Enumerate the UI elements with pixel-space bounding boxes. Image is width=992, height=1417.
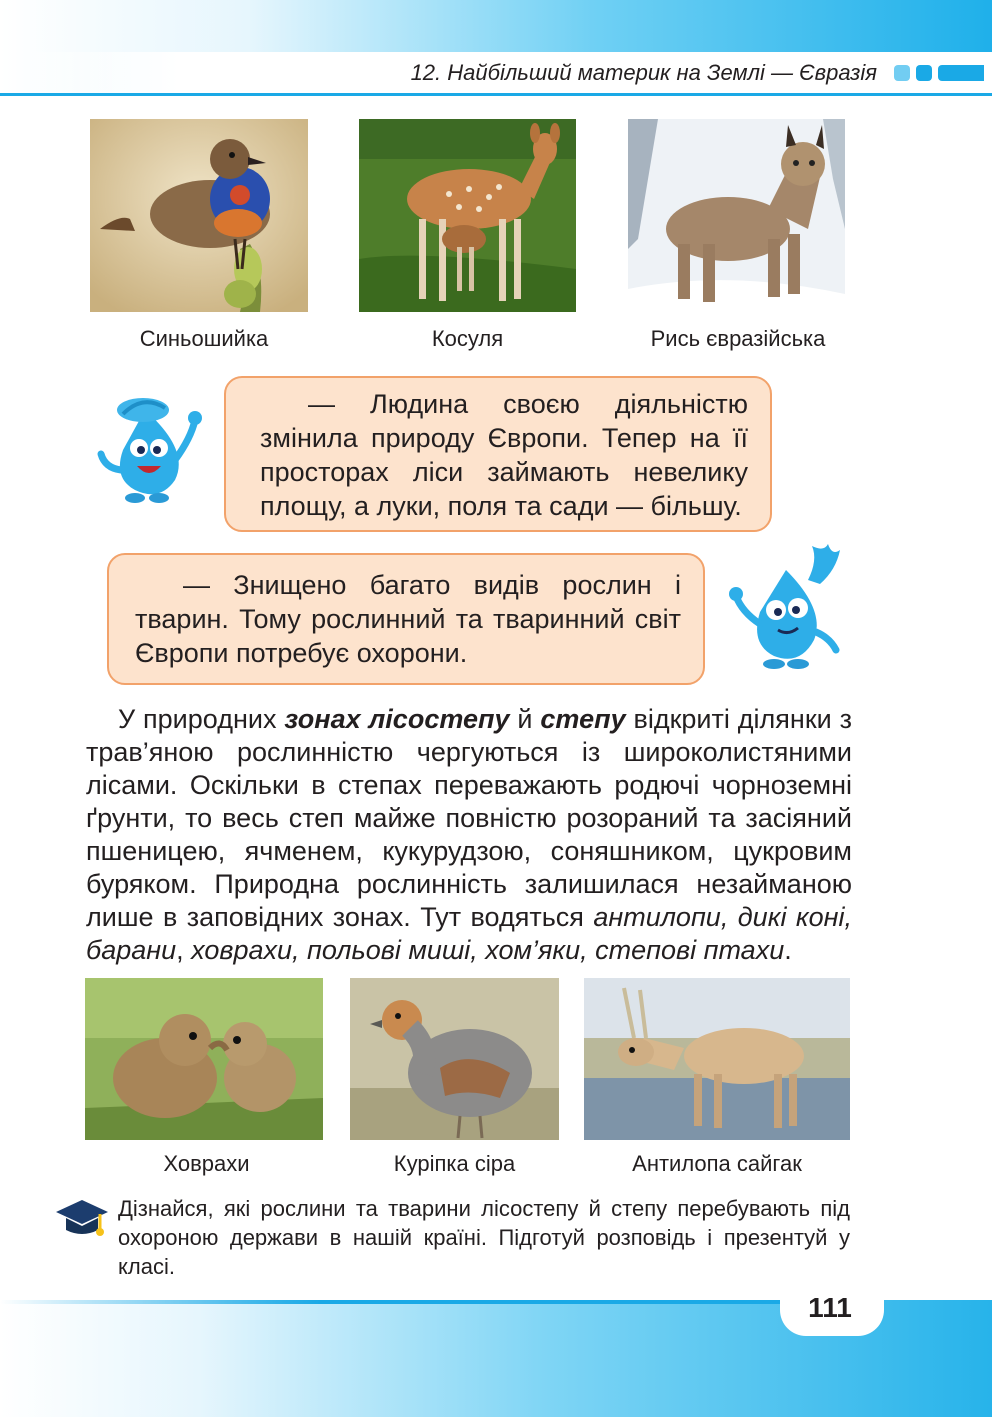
- header-decoration: [894, 65, 984, 81]
- caption-roe-deer: Косуля: [431, 326, 504, 351]
- task-block: [118, 1194, 850, 1281]
- mascot-droplet: [95, 390, 210, 510]
- bubble-text-2: — Знищено багато видів рослин і тварин. Тому рослинний та тваринний світ Європи потребує охорони.: [135, 570, 681, 668]
- bubble-text-1: — Людина своєю діяльністю змінила природу Європи. Тепер на її просторах ліси займають невелику площу, а луки, поля та сади — більшу.: [260, 389, 748, 521]
- term-steppe: степу: [540, 704, 626, 734]
- text-run: У природних: [118, 704, 285, 734]
- term-forest-steppe: зонах лісостепу: [284, 704, 510, 734]
- speech-bubble-2: [107, 553, 705, 685]
- text-run: ,: [176, 935, 192, 965]
- text-run: відкриті ділянки з трав’яною рослинністю чергуються із широколистяними лісами. Оскільки в степах переважають родючі чорноземні ґрунти, то весь степ майже повністю розораний та засіяний пшеницею, ячменем, кукурудзою, соняшником, цукровим буряком. Природна рослинність залишилася незайманою лише в заповідних зонах. Тут водяться: [86, 704, 852, 932]
- caption-partridge: Куріпка сіра: [393, 1151, 516, 1176]
- decor-dot: [894, 65, 910, 81]
- text-run: й: [509, 704, 541, 734]
- chapter-title: 12. Найбільший материк на Землі — Євразія: [410, 60, 877, 85]
- decor-bar: [938, 65, 984, 81]
- speech-bubble-1: [224, 376, 772, 532]
- main-paragraph: [86, 703, 852, 967]
- photo-partridge: [350, 978, 559, 1140]
- caption-lynx: Рись євразійська: [650, 326, 826, 351]
- mascot-droplet-2: [728, 540, 846, 677]
- page-number: 111: [808, 1292, 852, 1323]
- footer-line: [0, 1300, 800, 1304]
- task-text: Дізнайся, які рослини та тварини лісостепу й степу перебувають під охороною держави в нашій країні. Підготуй розповідь і презентуй у класі.: [118, 1196, 850, 1279]
- animals-list-1: антилопи, дикі коні, барани: [86, 902, 852, 965]
- caption-saiga: Антилопа сайгак: [632, 1151, 802, 1176]
- graduation-cap-icon: [54, 1196, 110, 1245]
- photo-bluethroat: [90, 119, 308, 312]
- photo-lynx: [628, 119, 845, 312]
- photo-ground-squirrels: [85, 978, 323, 1140]
- photo-saiga: [584, 978, 850, 1140]
- page-header: [0, 52, 992, 96]
- decor-dot: [916, 65, 932, 81]
- caption-ground-squirrels: Ховрахи: [163, 1151, 250, 1176]
- photo-roe-deer: [359, 119, 576, 312]
- text-run: .: [784, 935, 792, 965]
- animals-list-2: ховрахи, польові миші, хом’яки, степові птахи: [191, 935, 785, 965]
- caption-bluethroat: Синьошийка: [139, 326, 269, 351]
